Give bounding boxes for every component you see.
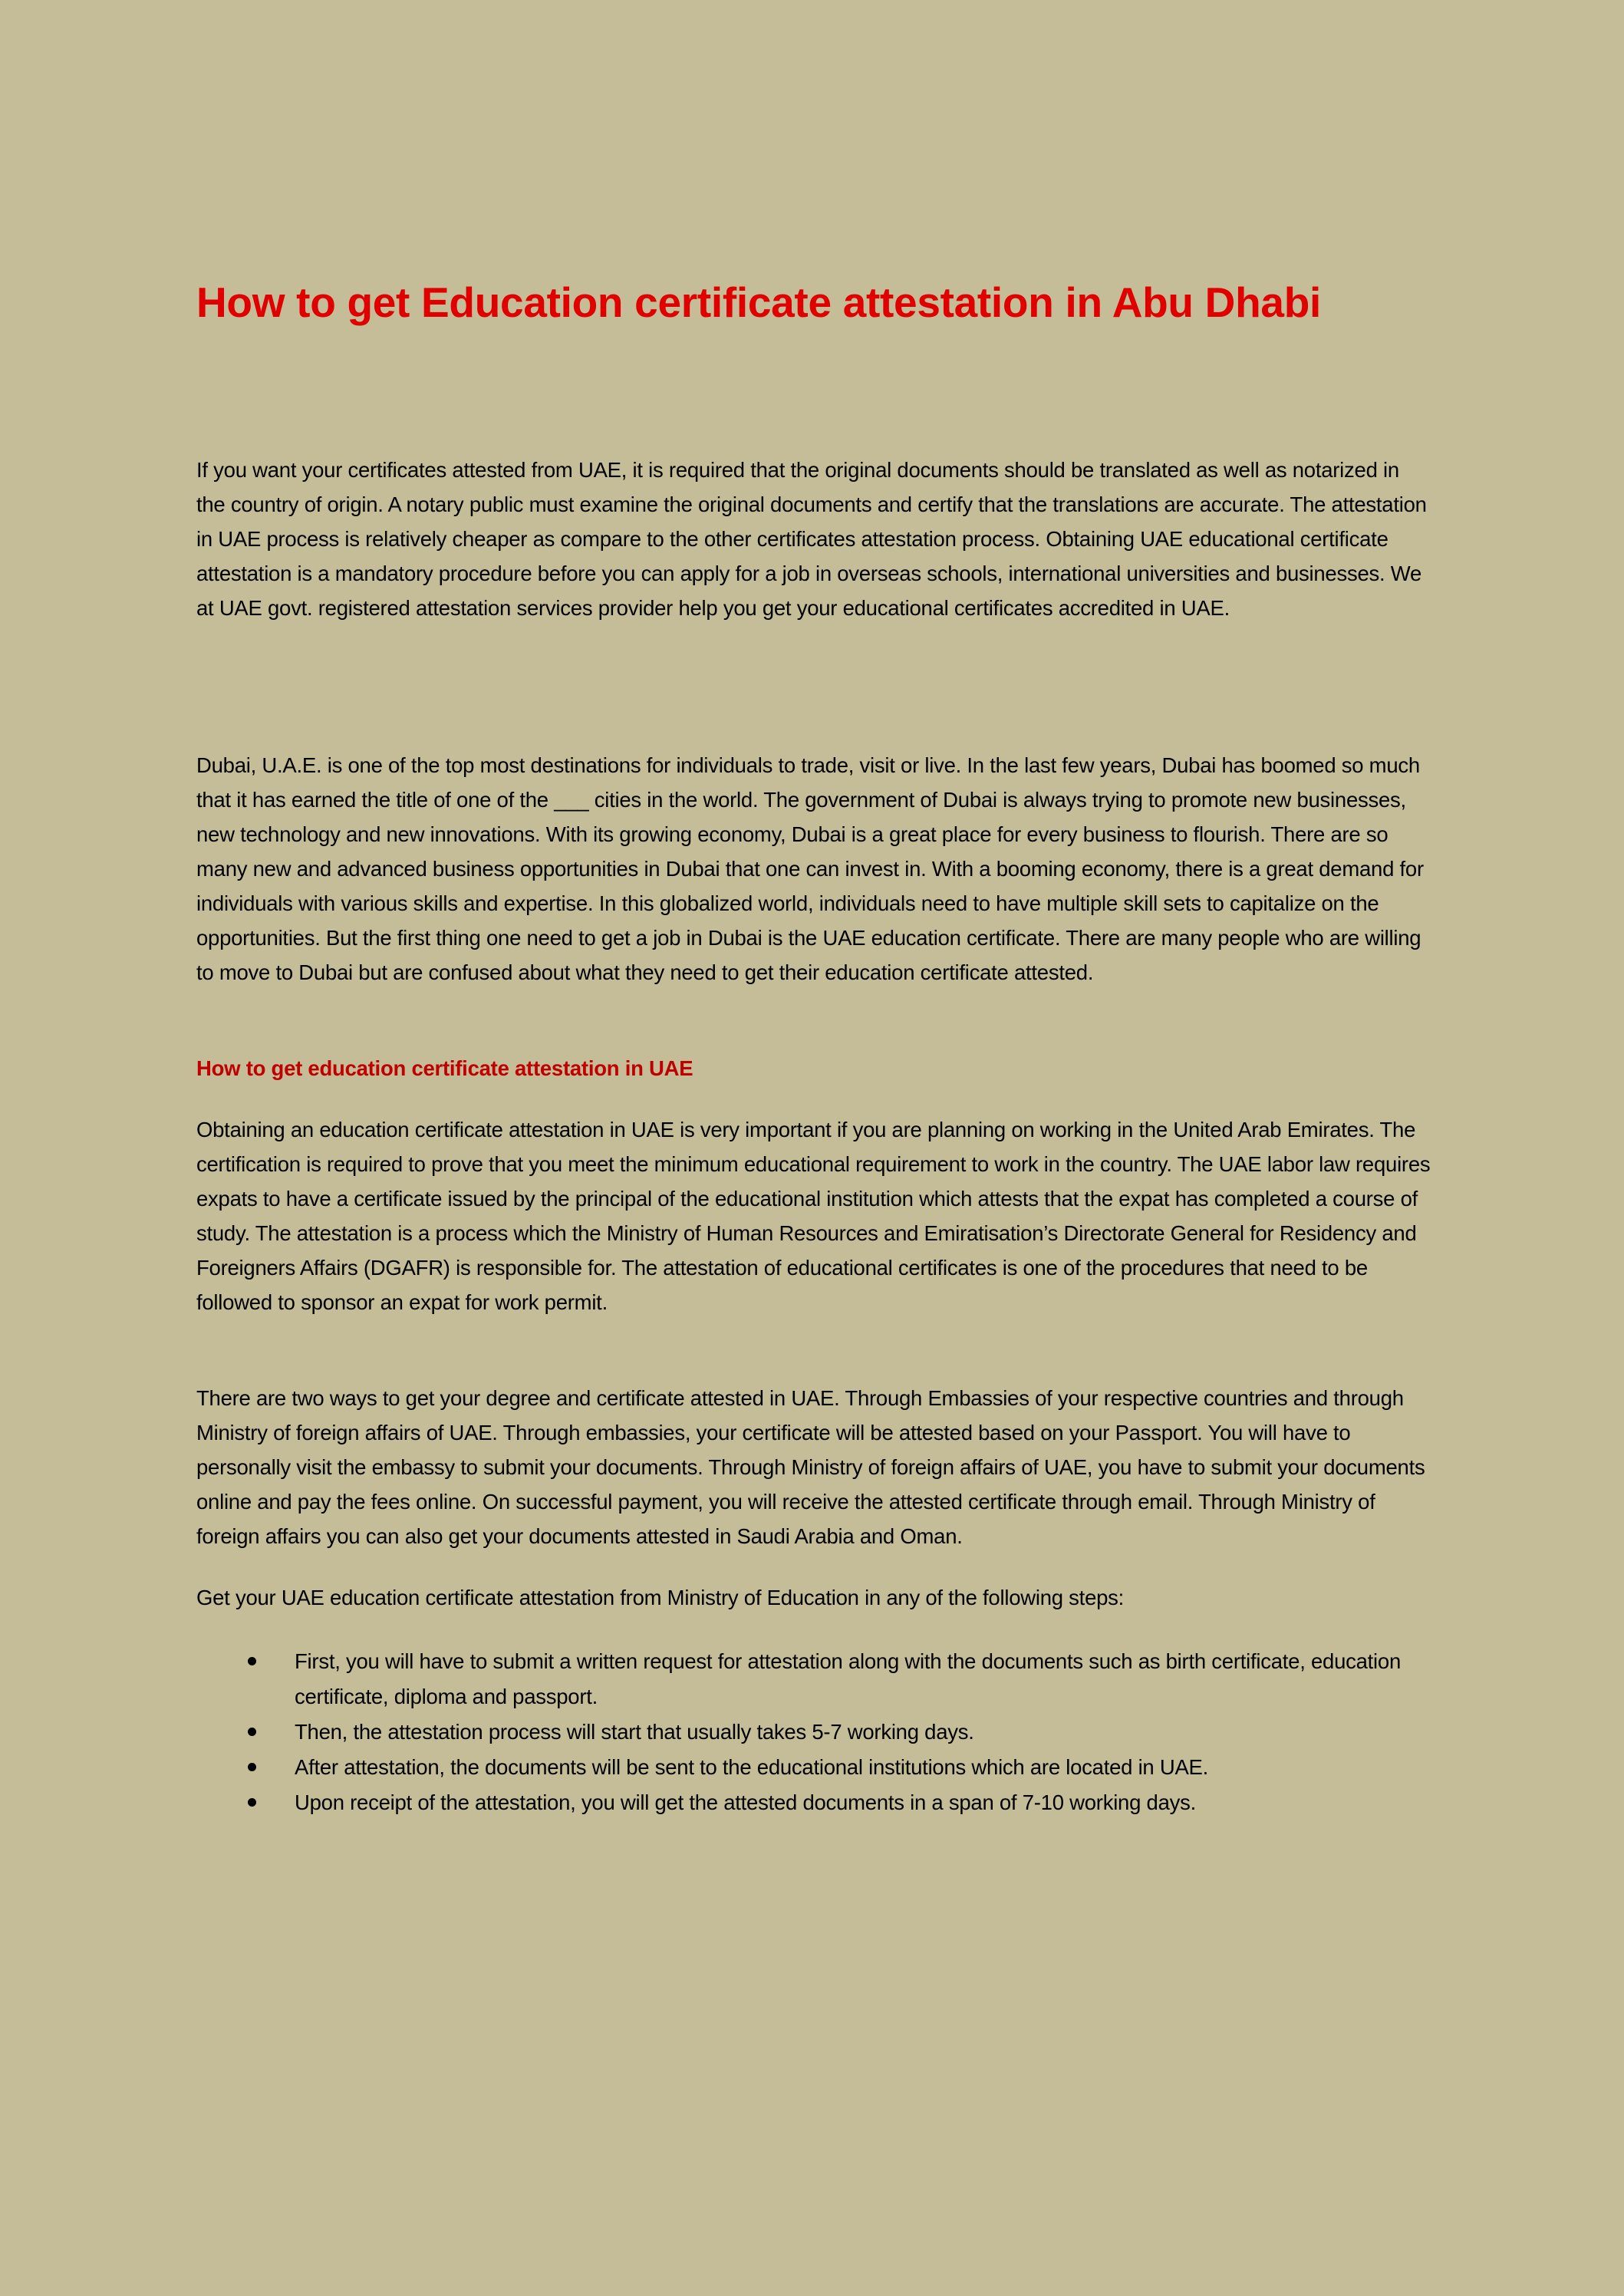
steps-intro-paragraph: Get your UAE education certificate attestation from Ministry of Education in any of the following steps: <box>196 1586 1125 1609</box>
list-item-text: Upon receipt of the attestation, you will get the attested documents in a span of 7-10 working days. <box>295 1790 1197 1814</box>
list-item <box>196 1715 1433 1750</box>
two-ways-paragraph: There are two ways to get your degree and certificate attested in UAE. Through Embassies of your respective countries and through Ministry of foreign affairs of UAE. Through embassies, your certificate will be attested based on your Passport. You will have to personally visit the embassy to submit your documents. Through Ministry of foreign affairs of UAE, you have to submit your documents online and pay the fees online. On successful payment, you will receive the attested certificate through email. Through Ministry of foreign affairs you can also get your documents attested in Saudi Arabia and Oman. <box>196 1386 1425 1548</box>
dubai-paragraph: Dubai, U.A.E. is one of the top most destinations for individuals to trade, visit or live. In the last few years, Dubai has boomed so much that it has earned the title of one of the ___ cities in the world. The government of Dubai is always trying to promote new businesses, new technology and new innovations. With its growing economy, Dubai is a great place for every business to flourish. There are so many new and advanced business opportunities in Dubai that one can invest in. With a booming economy, there is a great demand for individuals with various skills and expertise. In this globalized world, individuals need to have multiple skill sets to capitalize on the opportunities. But the first thing one need to get a job in Dubai is the UAE education certificate. There are many people who are willing to move to Dubai but are confused about what they need to get their education certificate attested. <box>196 753 1424 984</box>
list-item <box>196 1644 1433 1715</box>
bullet-icon <box>248 1728 256 1736</box>
list-item <box>196 1750 1433 1785</box>
page-title: How to get Education certificate attestation in Abu Dhabi <box>196 278 1321 326</box>
list-item-text: After attestation, the documents will be sent to the educational institutions which are located in UAE. <box>295 1755 1209 1779</box>
list-item-text: First, you will have to submit a written request for attestation along with the documents such as birth certificate, education certificate, diploma and passport. <box>295 1649 1402 1708</box>
bullet-icon <box>248 1798 256 1807</box>
steps-list <box>196 1644 1433 1820</box>
bullet-icon <box>248 1657 256 1665</box>
intro-paragraph: If you want your certificates attested from UAE, it is required that the original documents should be translated as well as notarized in the country of origin. A notary public must examine the original documents and certify that the translations are accurate. The attestation in UAE process is relatively cheaper as compare to the other certificates attestation process. Obtaining UAE educational certificate attestation is a mandatory procedure before you can apply for a job in overseas schools, international universities and businesses. We at UAE govt. registered attestation services provider help you get your educational certificates accredited in UAE. <box>196 458 1427 620</box>
section-heading: How to get education certificate attestation in UAE <box>196 1056 693 1080</box>
obtaining-paragraph: Obtaining an education certificate attestation in UAE is very important if you are planning on working in the United Arab Emirates. The certification is required to prove that you meet the minimum educational requirement to work in the country. The UAE labor law requires expats to have a certificate issued by the principal of the educational institution which attests that the expat has completed a course of study. The attestation is a process which the Ministry of Human Resources and Emiratisation’s Directorate General for Residency and Foreigners Affairs (DGAFR) is responsible for. The attestation of educational certificates is one of the procedures that need to be followed to sponsor an expat for work permit. <box>196 1118 1431 1314</box>
bullet-icon <box>248 1763 256 1771</box>
list-item <box>196 1785 1433 1820</box>
list-item-text: Then, the attestation process will start that usually takes 5-7 working days. <box>295 1720 974 1744</box>
